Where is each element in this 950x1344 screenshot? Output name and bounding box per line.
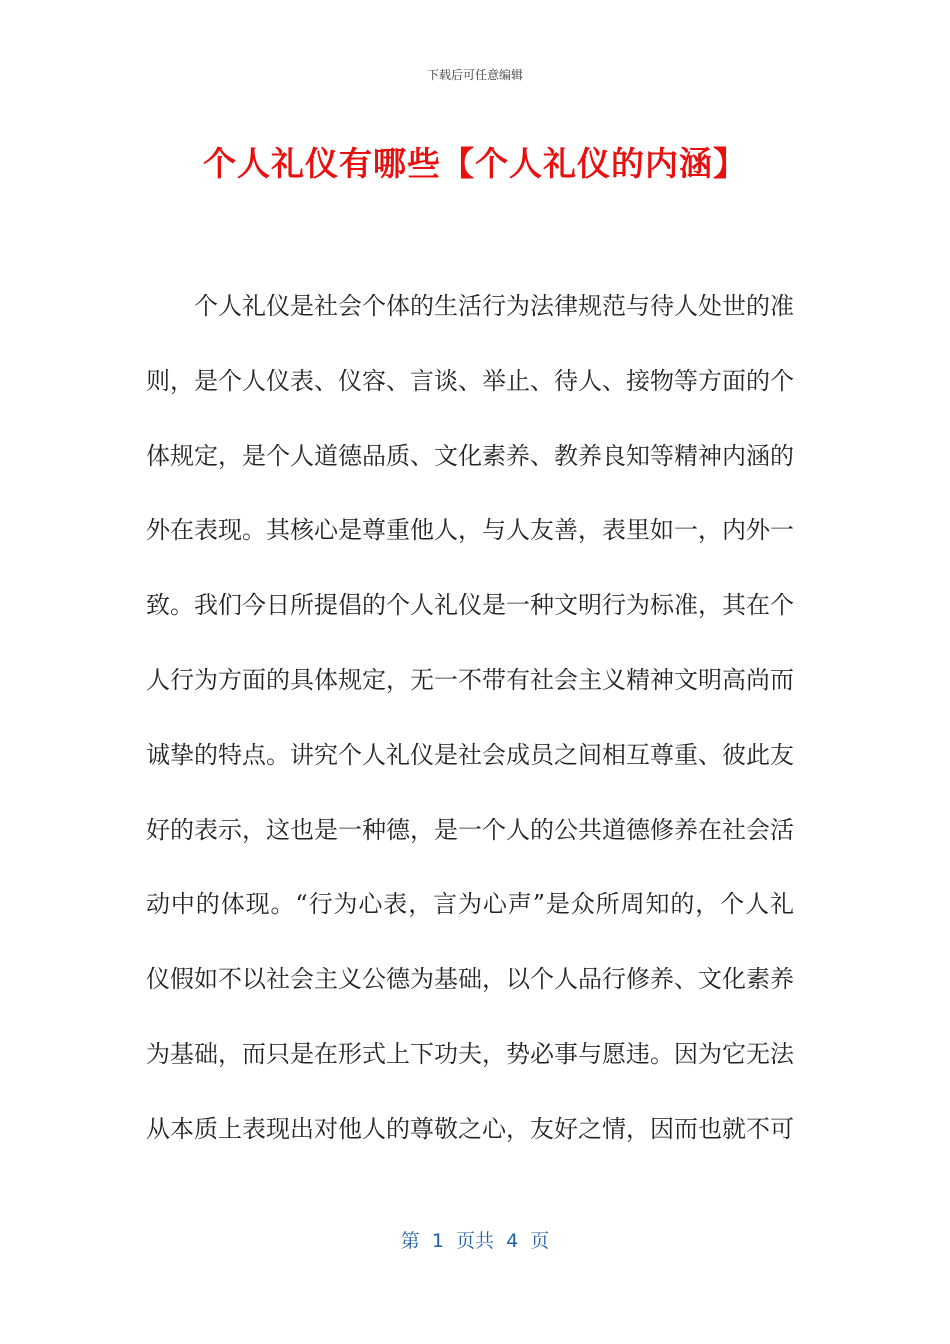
body-line: 则，是个人仪表、仪容、言谈、举止、待人、接物等方面的个 xyxy=(146,366,794,395)
body-line: 体规定，是个人道德品质、文化素养、教养良知等精神内涵的 xyxy=(146,441,794,470)
document-body xyxy=(146,269,794,1167)
body-line: 好的表示，这也是一种德，是一个人的公共道德修养在社会活 xyxy=(146,815,794,844)
page-number-footer: 第 1 页共 4 页 xyxy=(400,1230,550,1252)
body-line: 从本质上表现出对他人的尊敬之心，友好之情，因而也就不可 xyxy=(146,1114,794,1143)
body-line: 仪假如不以社会主义公德为基础，以个人品行修养、文化素养 xyxy=(146,965,794,994)
body-line: 致。我们今日所提倡的个人礼仪是一种文明行为标准，其在个 xyxy=(146,591,794,620)
body-line: 诚挚的特点。讲究个人礼仪是社会成员之间相互尊重、彼此友 xyxy=(146,740,794,769)
body-line: 个人礼仪是社会个体的生活行为法律规范与待人处世的准 xyxy=(194,292,794,320)
body-line: 外在表现。其核心是尊重他人，与人友善，表里如一，内外一 xyxy=(146,516,794,545)
document-title: 个人礼仪有哪些【个人礼仪的内涵】 xyxy=(203,144,747,183)
body-line: 为基础，而只是在形式上下功夫，势必事与愿违。因为它无法 xyxy=(146,1039,794,1068)
body-line: 动中的体现。“行为心表，言为心声”是众所周知的，个人礼 xyxy=(146,890,794,919)
page-header-note: 下载后可任意编辑 xyxy=(426,68,523,82)
body-line: 人行为方面的具体规定，无一不带有社会主义精神文明高尚而 xyxy=(146,665,794,694)
